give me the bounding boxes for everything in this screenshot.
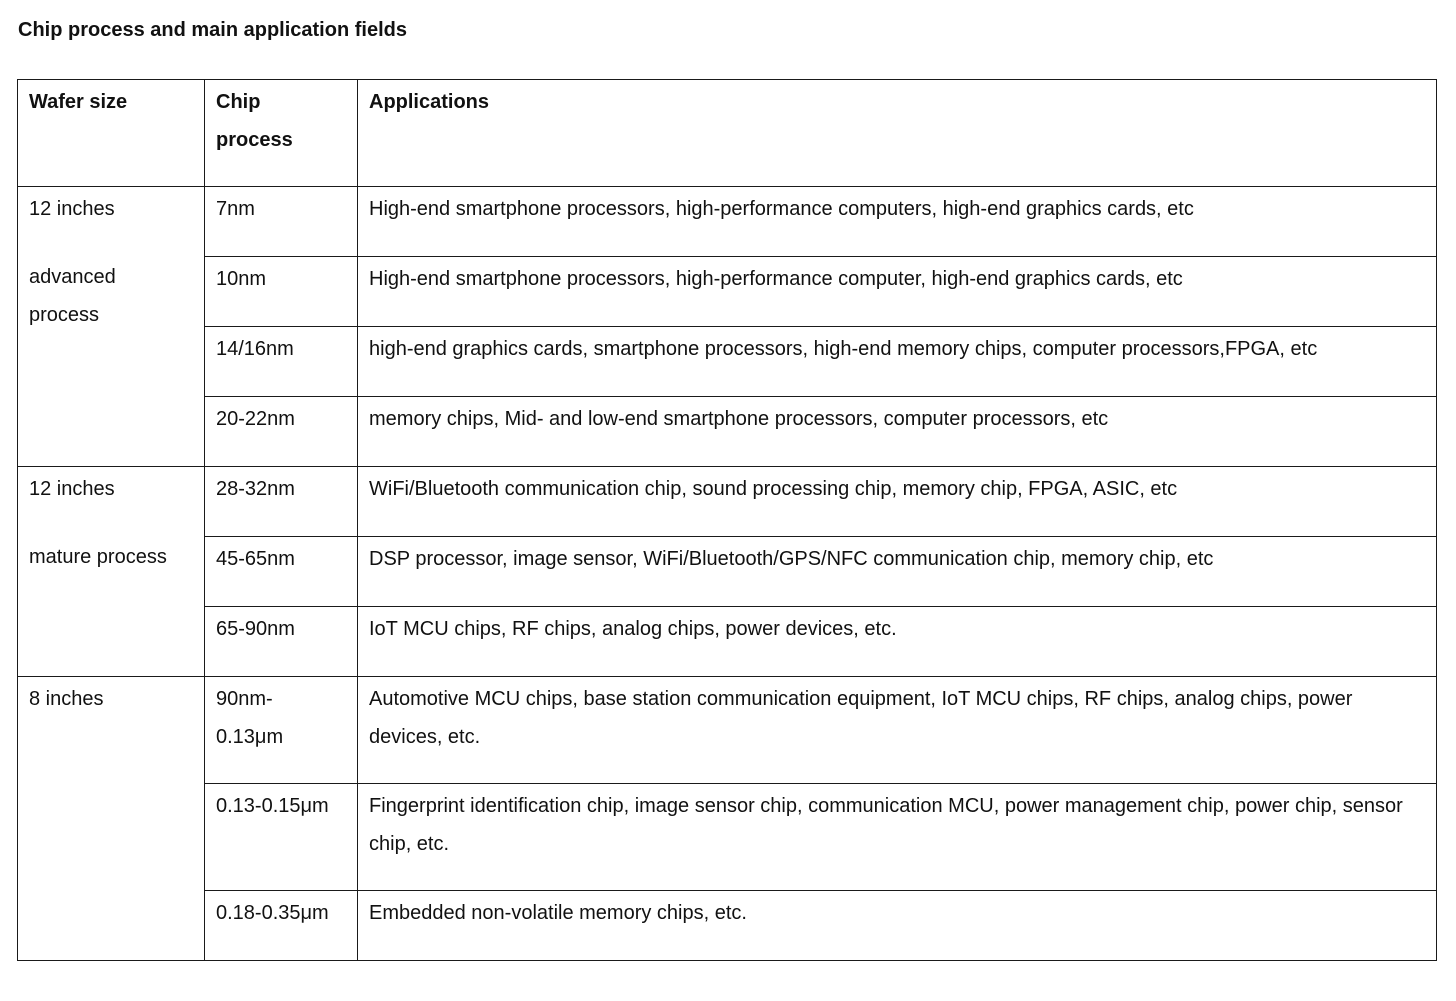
page-title: Chip process and main application fields [18,19,407,41]
process-line: 0.13μm [216,726,284,748]
header-chip-process-line1: Chip [216,91,261,113]
wafer-size-line: mature process [29,546,167,568]
table-row [18,677,1437,784]
wafer-size-line: 12 inches [29,478,115,500]
table-row [18,784,1437,891]
wafer-size-line: 8 inches [29,688,104,710]
process-cell: 14/16nm [205,327,358,397]
process-cell: 0.13-0.15μm [205,784,358,891]
process-cell: 7nm [205,187,358,257]
table-row [18,257,1437,327]
table-row [18,397,1437,467]
process-cell: 45-65nm [205,537,358,607]
table-header-row [18,80,1437,187]
header-chip-process-line2: process [216,129,293,151]
header-wafer-size: Wafer size [18,80,205,187]
applications-cell: IoT MCU chips, RF chips, analog chips, power devices, etc. [358,607,1437,677]
chip-process-table [17,79,1437,961]
table-row [18,891,1437,961]
applications-cell: Fingerprint identification chip, image sensor chip, communication MCU, power management chip, power chip, sensor chip, etc. [358,784,1437,891]
wafer-size-line: 12 inches [29,198,115,220]
applications-cell: high-end graphics cards, smartphone processors, high-end memory chips, computer processors,FPGA, etc [358,327,1437,397]
table-row [18,327,1437,397]
header-chip-process [205,80,358,187]
process-cell [205,677,358,784]
process-cell: 10nm [205,257,358,327]
wafer-size-cell [18,187,205,467]
applications-cell: High-end smartphone processors, high-performance computer, high-end graphics cards, etc [358,257,1437,327]
process-line: 90nm- [216,688,273,710]
applications-cell: memory chips, Mid- and low-end smartphone processors, computer processors, etc [358,397,1437,467]
wafer-size-cell [18,677,205,961]
applications-cell: DSP processor, image sensor, WiFi/Bluetooth/GPS/NFC communication chip, memory chip, etc [358,537,1437,607]
process-cell: 65-90nm [205,607,358,677]
header-applications: Applications [358,80,1437,187]
wafer-size-cell [18,467,205,677]
applications-cell: Embedded non-volatile memory chips, etc. [358,891,1437,961]
applications-cell: Automotive MCU chips, base station communication equipment, IoT MCU chips, RF chips, analog chips, power devices, etc. [358,677,1437,784]
wafer-size-line: advanced [29,266,116,288]
table-row [18,187,1437,257]
wafer-size-line: process [29,304,100,326]
table-row [18,607,1437,677]
applications-cell: High-end smartphone processors, high-performance computers, high-end graphics cards, etc [358,187,1437,257]
process-cell: 28-32nm [205,467,358,537]
applications-cell: WiFi/Bluetooth communication chip, sound processing chip, memory chip, FPGA, ASIC, etc [358,467,1437,537]
process-cell: 0.18-0.35μm [205,891,358,961]
table-row [18,467,1437,537]
process-cell: 20-22nm [205,397,358,467]
table-row [18,537,1437,607]
